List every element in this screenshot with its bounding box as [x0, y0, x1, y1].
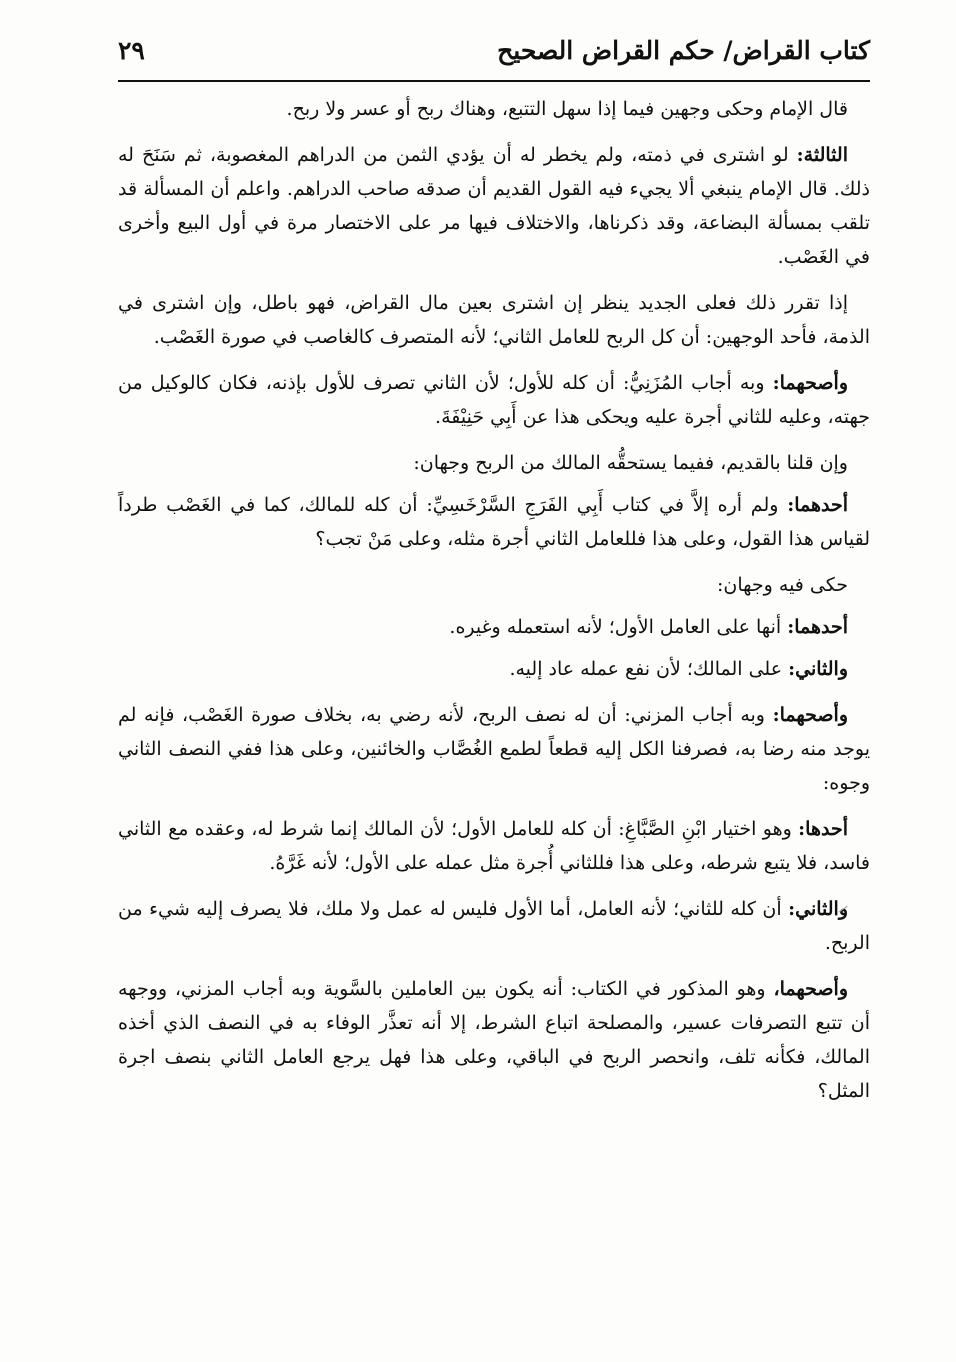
paragraph-lead: أحدها: [798, 818, 848, 840]
paragraph [118, 286, 870, 354]
paragraph-lead: الثالثة: [796, 144, 848, 166]
paragraph-lead: وأصحهما، [773, 978, 848, 1000]
paragraph-lead: والثاني: [788, 898, 848, 920]
paragraph-text: لو اشترى في ذمته، ولم يخطر له أن يؤدي الثمن من الدراهم المغصوبة، ثم سَنَحَ له ذلك. قال الإمام ينبغي ألا يجيء فيه القول القديم أن صدقه صاحب الدراهم. واعلم أن المسألة قد تلقب بمسألة البضاعة، وقد ذكرناها، والاختلاف فيها مر على الاختصار مرة في أول البيع وأخرى في الغَصْب. [118, 144, 870, 268]
page-number: ٢٩ [118, 36, 145, 65]
paragraph [118, 92, 870, 126]
paragraph-text: أنها على العامل الأول؛ لأنه استعمله وغيره. [449, 616, 788, 638]
paragraph-text: حكى فيه وجهان: [717, 574, 848, 596]
paragraph-lead: أحدهما: [787, 494, 848, 516]
paragraph-text: أن كله للثاني؛ لأنه العامل، أما الأول فليس له عمل ولا ملك، فلا يصرف إليه شيء من الربح. [118, 898, 870, 954]
paragraph-lead: أحدهما: [787, 616, 848, 638]
paragraph [118, 652, 870, 686]
paragraph [118, 138, 870, 274]
paragraph [118, 446, 870, 480]
paragraph-text: وهو المذكور في الكتاب: أنه يكون بين العاملين بالسَّوية وبه أجاب المزني، ووجهه أن تتبع التصرفات عسير، والمصلحة اتباع الشرط، إلا أنه تعذَّر الوفاء به في النصف الذي أخذه المالك، فكأنه تلف، وانحصر الربح في الباقي، وعلى هذا فهل يرجع العامل الثاني بنصف اجرة المثل؟ [118, 978, 870, 1102]
paragraph-text: قال الإمام وحكى وجهين فيما إذا سهل التتبع، وهناك ربح أو عسر ولا ربح. [286, 98, 848, 120]
page-header [118, 30, 870, 82]
paragraph-text: وإن قلنا بالقديم، ففيما يستحقُّه المالك من الربح وجهان: [413, 452, 848, 474]
running-title: كتاب القراض/ حكم القراض الصحيح [497, 36, 870, 65]
paragraph-text: ولم أره إلاَّ في كتاب أَبِي الفَرَجِ السَّرْخَسِيِّ: أن كله للمالك، كما في الغَصْب طرداً لقياس هذا القول، وعلى هذا فللعامل الثاني أجرة مثله، وعلى مَنْ تجب؟ [118, 494, 870, 550]
paragraph [118, 972, 870, 1108]
body-text [118, 92, 870, 1120]
paragraph-text: وبه أجاب المُزَنِيُّ: أن كله للأول؛ لأن الثاني تصرف للأول بإذنه، فكان كالوكيل من جهته، وعليه للثاني أجرة عليه ويحكى هذا عن أَبِي حَنِيْفَةَ. [118, 372, 870, 428]
paragraph [118, 610, 870, 644]
paragraph [118, 698, 870, 800]
paragraph [118, 488, 870, 556]
paragraph-lead: والثاني: [788, 658, 848, 680]
paragraph-text: إذا تقرر ذلك فعلى الجديد ينظر إن اشترى بعين مال القراض، فهو باطل، وإن اشترى في الذمة، فأحد الوجهين: أن كل الربح للعامل الثاني؛ لأنه المتصرف كالغاصب في صورة الغَصْب. [118, 292, 870, 348]
paragraph [118, 366, 870, 434]
paragraph [118, 568, 870, 602]
paragraph-text: على المالك؛ لأن نفع عمله عاد إليه. [509, 658, 789, 680]
paragraph-lead: وأصحهما: [772, 704, 848, 726]
paragraph [118, 892, 870, 960]
paragraph-text: وبه أجاب المزني: أن له نصف الربح، لأنه رضي به، بخلاف صورة الغَصْب، فإنه لم يوجد منه رضا به، فصرفنا الكل إليه قطعاً لطمع الغُصَّاب والخائنين، وعلى هذا ففي النصف الثاني وجوه: [118, 704, 870, 794]
paragraph-lead: وأصحهما: [772, 372, 848, 394]
header-rule [118, 80, 870, 82]
paragraph-text: وهو اختيار ابْنِ الصَّبَّاغِ: أن كله للعامل الأول؛ لأن المالك إنما شرط له، وعقده مع الثاني فاسد، فلا يتبع شرطه، وعلى هذا فللثاني أُجرة مثل عمله على الأول؛ لأنه غَرَّهُ. [118, 818, 870, 874]
paragraph [118, 812, 870, 880]
